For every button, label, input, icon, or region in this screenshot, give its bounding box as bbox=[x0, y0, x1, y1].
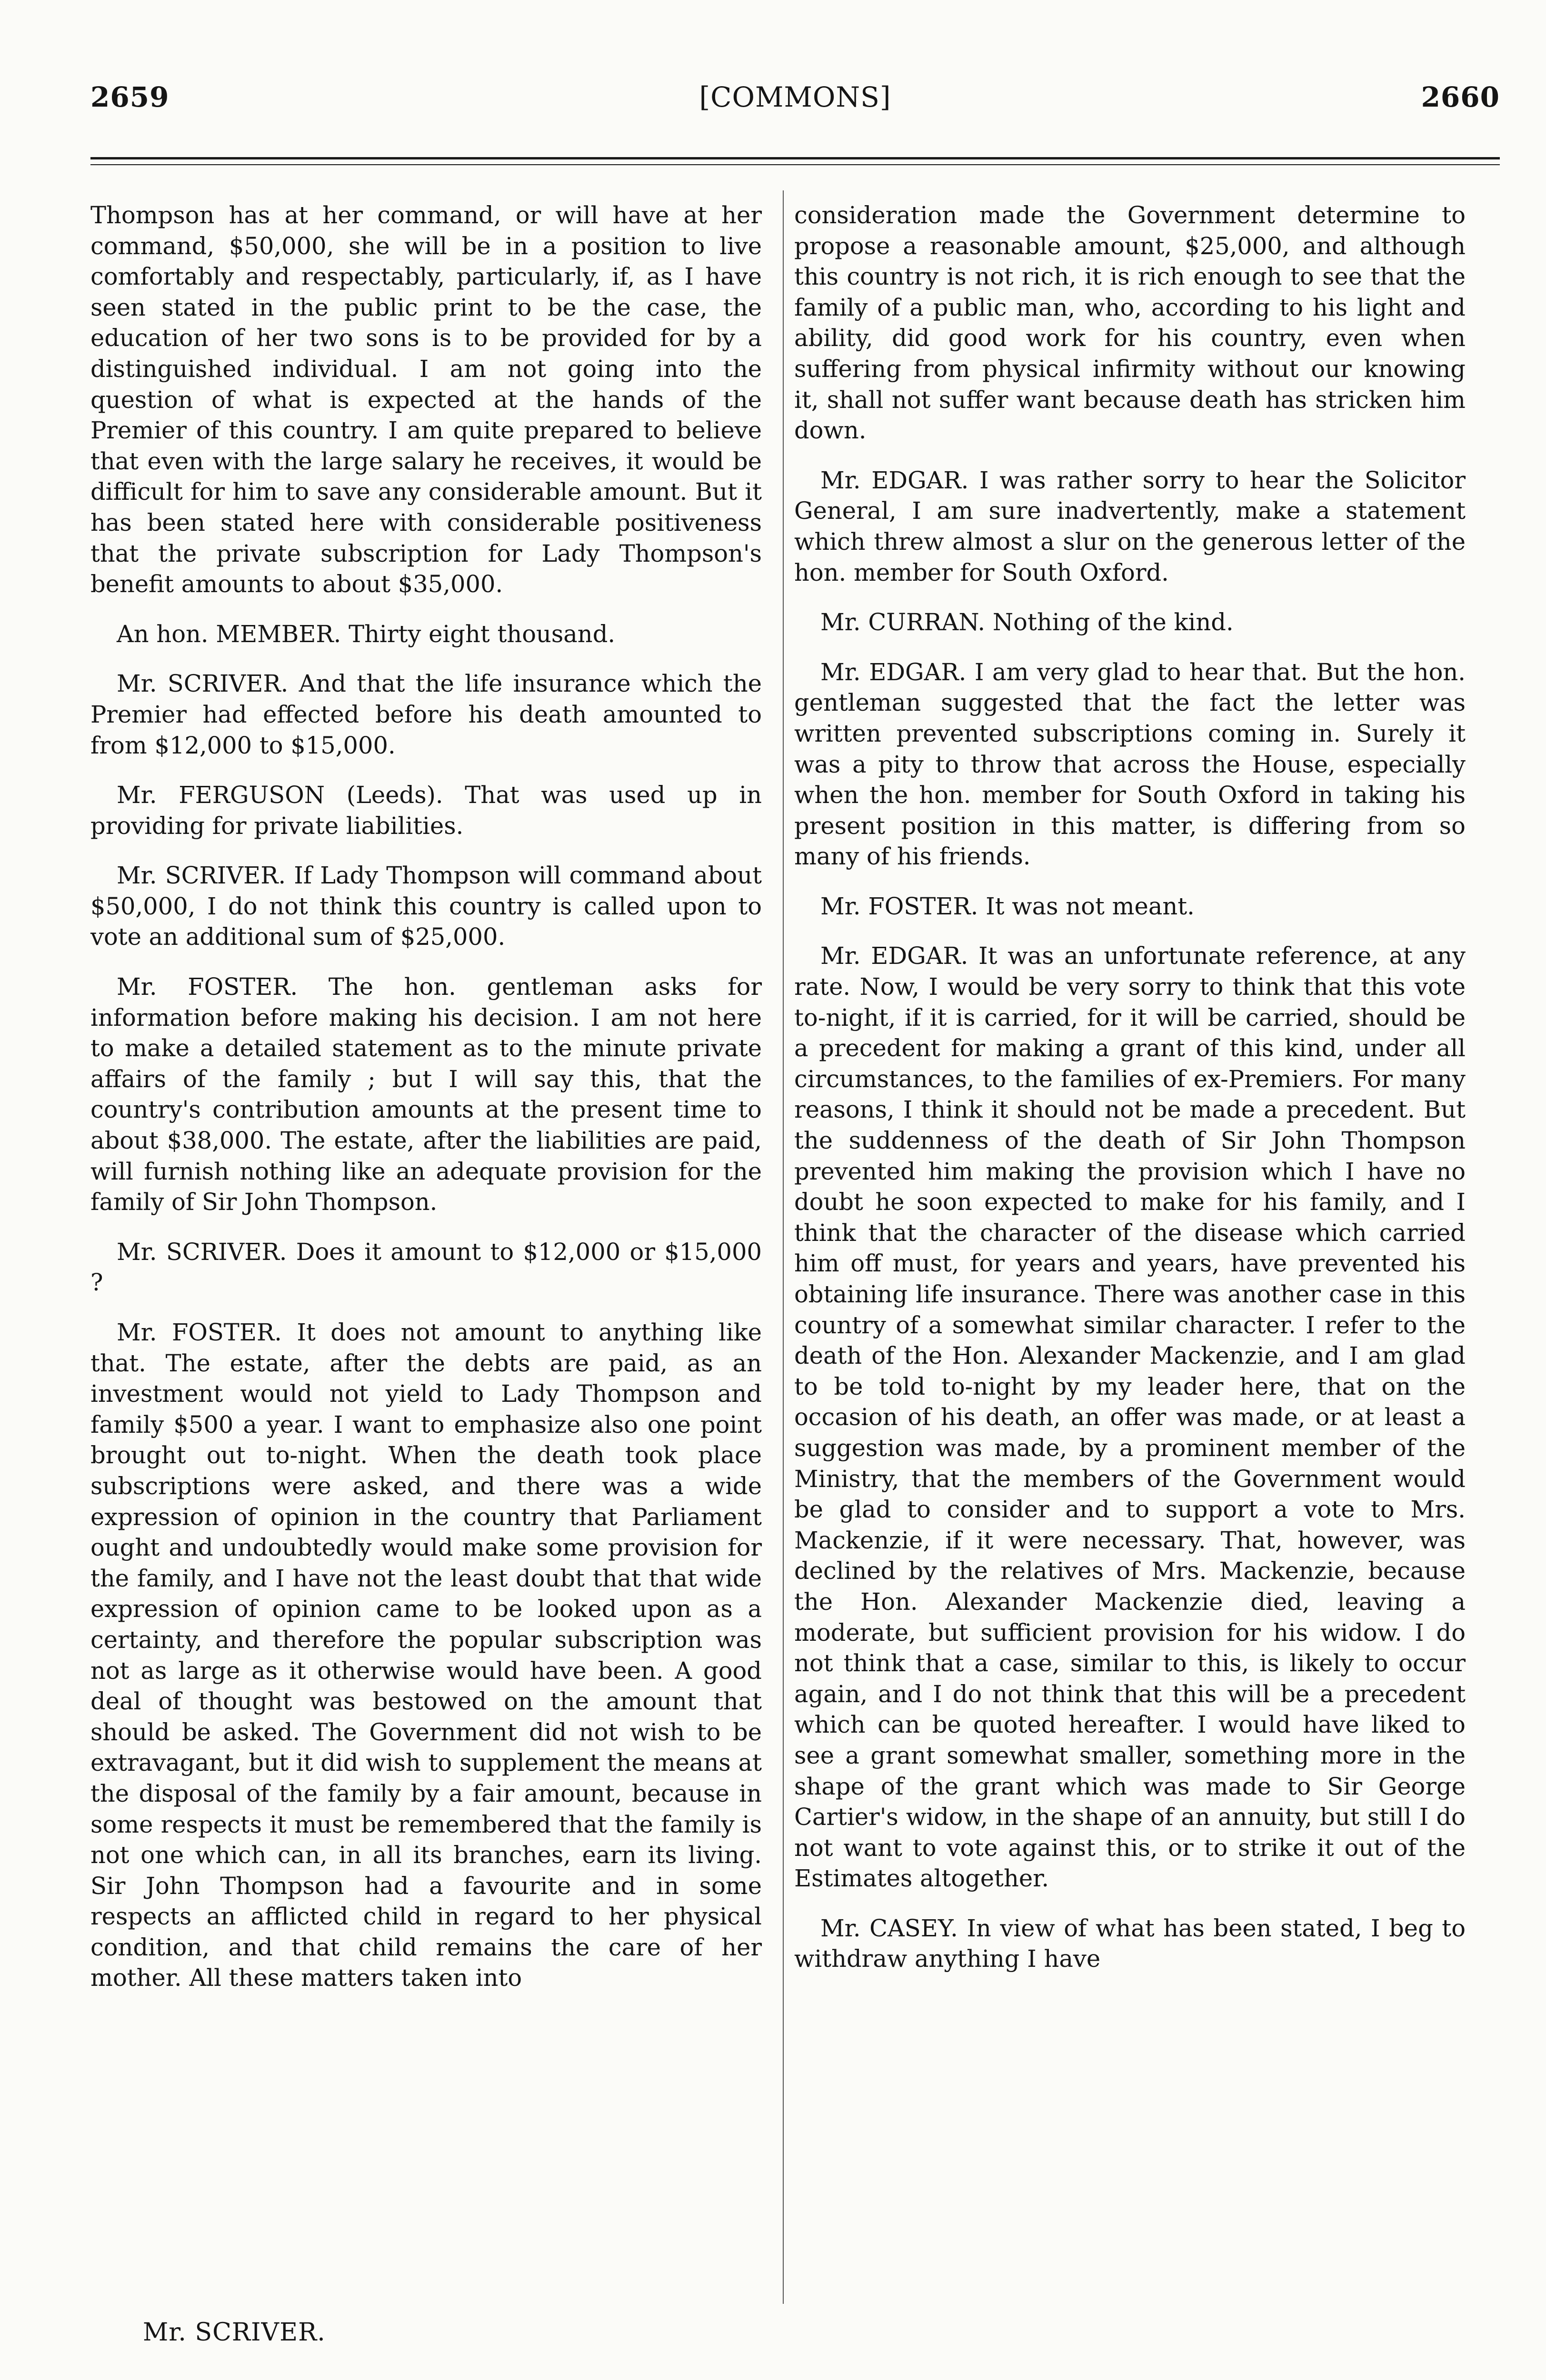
section-title: [COMMONS] bbox=[699, 81, 891, 113]
footer-signature: Mr. SCRIVER. bbox=[143, 2318, 326, 2347]
paragraph: Mr. SCRIVER. And that the life insurance which the Premier had effected before his death amounted to from $12,000 to $15,000. bbox=[90, 670, 762, 759]
paragraph: Mr. CASEY. In view of what has been stated, I beg to withdraw anything I have bbox=[794, 1914, 1466, 1973]
paragraph: Thompson has at her command, or will have at her command, $50,000, she will be in a position to live comfortably and respectably, particularly, if, as I have seen stated in the public print to be the case, the education of her two sons is to be provided for by a distinguished individual. I am not going into the question of what is expected at the hands of the Premier of this country. I am quite prepared to believe that even with the large salary he receives, it would be difficult for him to save any considerable amount. But it has been stated here with considerable positiveness that the private subscription for Lady Thompson's benefit amounts to about $35,000. bbox=[90, 201, 762, 598]
header-rule-thin bbox=[90, 164, 1500, 165]
paragraph: Mr. FOSTER. The hon. gentleman asks for information before making his decision. I am not here to make a detailed statement as to the minute private affairs of the family ; but I will say this, that the country's contribution amounts at the present time to about $38,000. The estate, after the liabilities are paid, will furnish nothing like an adequate provision for the family of Sir John Thompson. bbox=[90, 973, 762, 1216]
page-number-right: 2660 bbox=[1421, 81, 1500, 113]
paragraph: Mr. EDGAR. It was an unfortunate reference, at any rate. Now, I would be very sorry to think that this vote to-night, if it is carried, for it will be carried, should be a precedent for making a grant of this kind, under all circumstances, to the families of ex-Premiers. For many reasons, I think it should not be made a precedent. But the suddenness of the death of Sir John Thompson prevented him making the provision which I have no doubt he soon expected to make for his family, and I think that the character of the disease which carried him off must, for years and years, have prevented his obtaining life insurance. There was another case in this country of a somewhat similar character. I refer to the death of the Hon. Alexander Mackenzie, and I am glad to be told to-night by my leader here, that on the occasion of his death, an offer was made, or at least a suggestion was made, by a prominent member of the Ministry, that the members of the Government would be glad to consider and to support a vote to Mrs. Mackenzie, if it were necessary. That, however, was declined by the relatives of Mrs. Mackenzie, because the Hon. Alexander Mackenzie died, leaving a moderate, but sufficient provision for his widow. I do not think that a case, similar to this, is likely to occur again, and I do not think that this will be a precedent which can be quoted hereafter. I would have liked to see a grant somewhat smaller, something more in the shape of the grant which was made to Sir George Cartier's widow, in the shape of an annuity, but still I do not want to vote against this, or to strike it out of the Estimates altogether. bbox=[794, 942, 1466, 1893]
paragraph: Mr. FERGUSON (Leeds). That was used up in providing for private liabilities. bbox=[90, 781, 762, 840]
column-divider bbox=[783, 190, 784, 2304]
paragraph: Mr. SCRIVER. Does it amount to $12,000 or $15,000 ? bbox=[90, 1238, 762, 1297]
left-column bbox=[90, 200, 762, 2013]
paragraph: Mr. EDGAR. I am very glad to hear that. But the hon. gentleman suggested that the fact the letter was written prevented subscriptions coming in. Surely it was a pity to throw that across the House, especially when the hon. member for South Oxford in taking his present position in this matter, is differing from so many of his friends. bbox=[794, 658, 1466, 871]
paragraph: An hon. MEMBER. Thirty eight thousand. bbox=[117, 620, 616, 648]
paragraph: consideration made the Government determine to propose a reasonable amount, $25,000, and although this country is not rich, it is rich enough to see that the family of a public man, who, according to his light and ability, did good work for his country, even when suffering from physical infirmity without our knowing it, shall not suffer want because death has stricken him down. bbox=[794, 201, 1466, 445]
paragraph: Mr. CURRAN. Nothing of the kind. bbox=[820, 608, 1234, 636]
paragraph: Mr. EDGAR. I was rather sorry to hear the Solicitor General, I am sure inadvertently, make a statement which threw almost a slur on the generous letter of the hon. member for South Oxford. bbox=[794, 466, 1466, 586]
page-number-left: 2659 bbox=[90, 81, 170, 113]
header-rule-thick bbox=[90, 157, 1500, 159]
paragraph: Mr. FOSTER. It does not amount to anything like that. The estate, after the debts are paid, as an investment would not yield to Lady Thompson and family $500 a year. I want to emphasize also one point brought out to-night. When the death took place subscriptions were asked, and there was a wide expression of opinion in the country that Parliament ought and undoubtedly would make some provision for the family, and I have not the least doubt that that wide expression of opinion came to be looked upon as a certainty, and therefore the popular subscription was not as large as it otherwise would have been. A good deal of thought was bestowed on the amount that should be asked. The Government did not wish to be extravagant, but it did wish to supplement the means at the disposal of the family by a fair amount, because in some respects it must be remembered that the family is not one which can, in all its branches, earn its living. Sir John Thompson had a favourite and in some respects an afflicted child in regard to her physical condition, and that child remains the care of her mother. All these matters taken into bbox=[90, 1319, 762, 1992]
page-header bbox=[90, 81, 1500, 119]
paragraph: Mr. SCRIVER. If Lady Thompson will command about $50,000, I do not think this country is called upon to vote an additional sum of $25,000. bbox=[90, 862, 762, 951]
paragraph: Mr. FOSTER. It was not meant. bbox=[820, 892, 1195, 920]
right-column bbox=[794, 200, 1466, 1993]
